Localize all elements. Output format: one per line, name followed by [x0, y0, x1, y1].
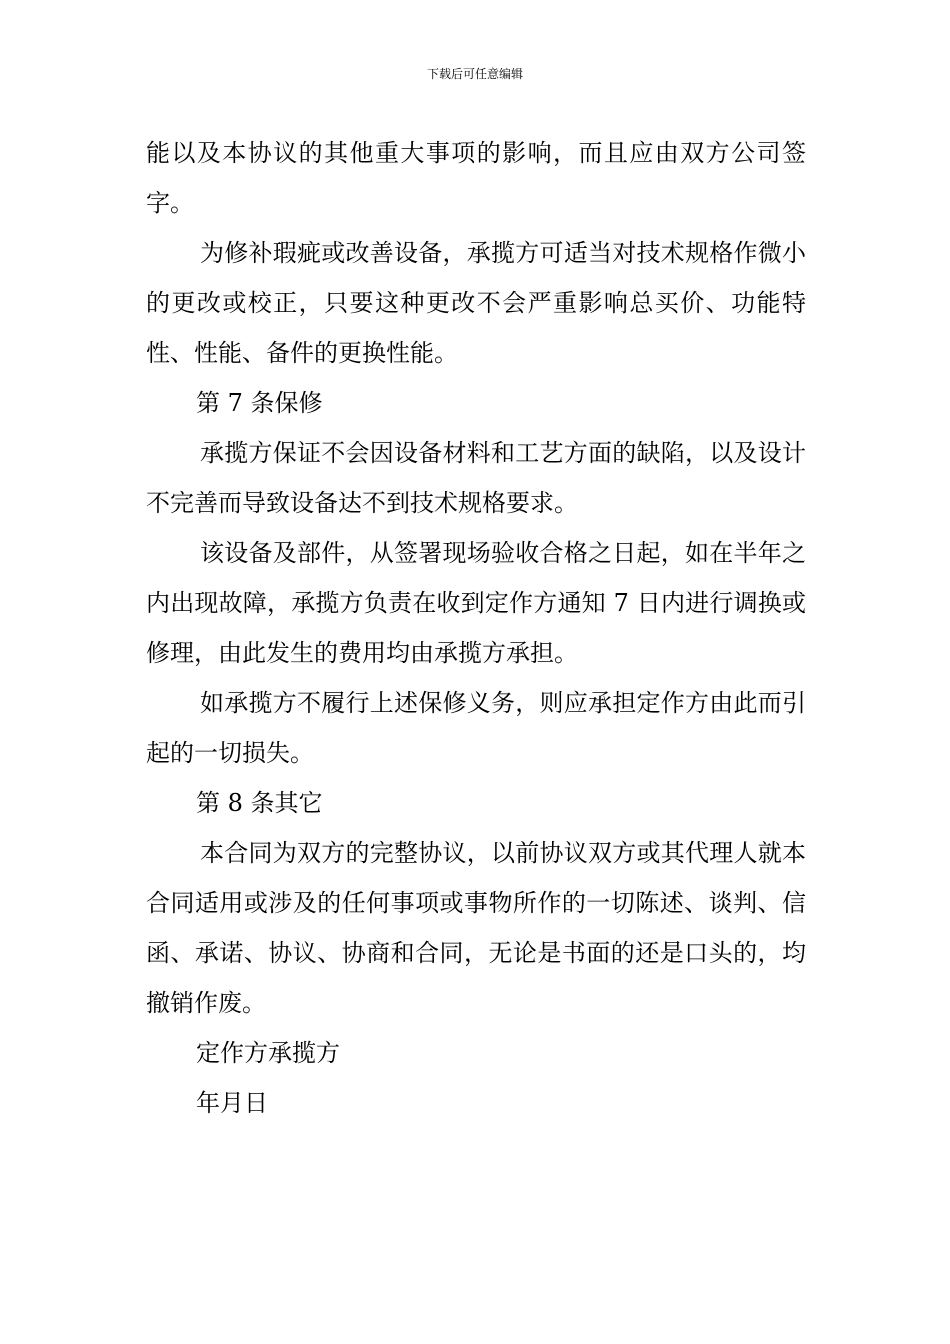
section-heading-warranty: 第 7 条保修: [196, 389, 323, 417]
paragraph-entire-agreement: 本合同为双方的完整协议，以前协议双方或其代理人就本合同适用或涉及的任何事项或事物所作的一切陈述、谈判、信函、承诺、协议、协商和合同，无论是书面的还是口头的，均撤销作废。: [146, 839, 806, 1017]
paragraph-warranty-period: 该设备及部件，从签署现场验收合格之日起，如在半年之内出现故障，承揽方负责在收到定作方通知 7 日内进行调换或修理，由此发生的费用均由承揽方承担。: [146, 539, 806, 667]
section-heading-other: 第 8 条其它: [196, 789, 323, 817]
signature-parties: 定作方承揽方: [196, 1039, 340, 1067]
paragraph-warranty-guarantee: 承揽方保证不会因设备材料和工艺方面的缺陷，以及设计不完善而导致设备达不到技术规格要求。: [146, 439, 806, 517]
signature-date: 年月日: [196, 1089, 268, 1117]
paragraph-continuation: 能以及本协议的其他重大事项的影响，而且应由双方公司签字。: [146, 139, 806, 217]
paragraph-spec-modification: 为修补瑕疵或改善设备，承揽方可适当对技术规格作微小的更改或校正，只要这种更改不会严重影响总买价、功能特性、性能、备件的更换性能。: [146, 239, 806, 367]
document-body: [146, 128, 806, 1128]
paragraph-warranty-liability: 如承揽方不履行上述保修义务，则应承担定作方由此而引起的一切损失。: [146, 689, 806, 767]
page-header-note: 下载后可任意编辑: [426, 67, 523, 81]
